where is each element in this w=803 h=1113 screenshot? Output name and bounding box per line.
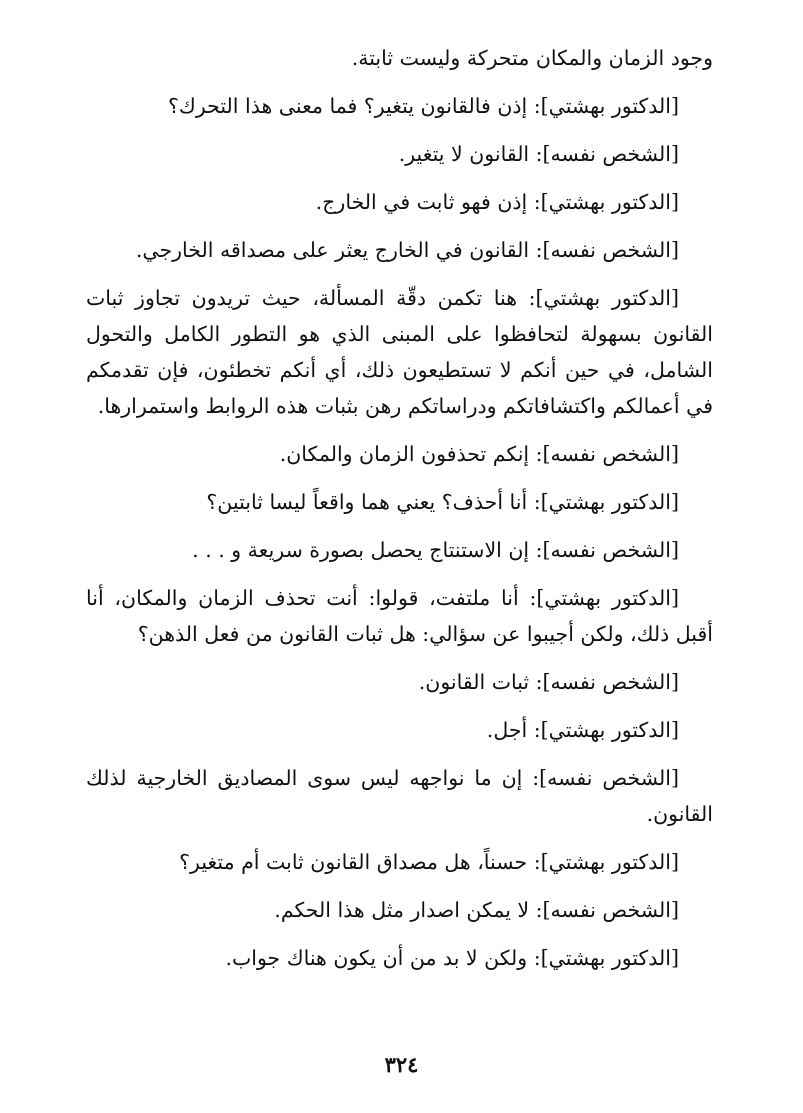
paragraph: [الشخص نفسه]: القانون في الخارج يعثر على مصداقه الخارجي. (135, 238, 679, 262)
paragraph: [الشخص نفسه]: القانون لا يتغير. (398, 142, 679, 166)
paragraph: [الدكتور بهشتي]: أنا أحذف؟ يعني هما واقعاً ليسا ثابتين؟ (206, 490, 679, 514)
paragraph: وجود الزمان والمكان متحركة وليست ثابتة. (351, 46, 713, 70)
page-body (86, 40, 713, 988)
paragraph: [الشخص نفسه]: إن الاستنتاج يحصل بصورة سريعة و . . . (192, 538, 679, 562)
paragraph: [الشخص نفسه]: إن ما نواجهه ليس سوى المصاديق الخارجية لذلك القانون. (86, 766, 713, 826)
paragraph: [الشخص نفسه]: لا يمكن اصدار مثل هذا الحكم. (274, 898, 679, 922)
page-number: ٣٢٤ (384, 1052, 419, 1077)
paragraph: [الشخص نفسه]: ثبات القانون. (418, 670, 679, 694)
paragraph: [الشخص نفسه]: إنكم تحذفون الزمان والمكان. (279, 442, 679, 466)
paragraph: [الدكتور بهشتي]: أنا ملتفت، قولوا: أنت تحذف الزمان والمكان، أنا أقبل ذلك، ولكن أجيبوا عن سؤالي: هل ثبات القانون من فعل الذهن؟ (86, 586, 713, 646)
paragraph: [الدكتور بهشتي]: أجل. (486, 718, 679, 742)
paragraph: [الدكتور بهشتي]: حسناً، هل مصداق القانون ثابت أم متغير؟ (179, 850, 679, 874)
paragraph: [الدكتور بهشتي]: إذن فالقانون يتغير؟ فما معنى هذا التحرك؟ (168, 94, 679, 118)
paragraph: [الدكتور بهشتي]: هنا تكمن دقّة المسألة، حيث تريدون تجاوز ثبات القانون بسهولة لتحافظوا على المبنى الذي هو التطور الكامل والتحول الشامل، في حين أنكم لا تستطيعون ذلك، أي أنكم تخطئون، فإن تقدمكم في أعمالكم واكتشافاتكم ودراساتكم رهن بثبات هذه الروابط واستمرارها. (86, 286, 713, 418)
paragraph: [الدكتور بهشتي]: إذن فهو ثابت في الخارج. (315, 190, 679, 214)
paragraph: [الدكتور بهشتي]: ولكن لا بد من أن يكون هناك جواب. (225, 946, 679, 970)
